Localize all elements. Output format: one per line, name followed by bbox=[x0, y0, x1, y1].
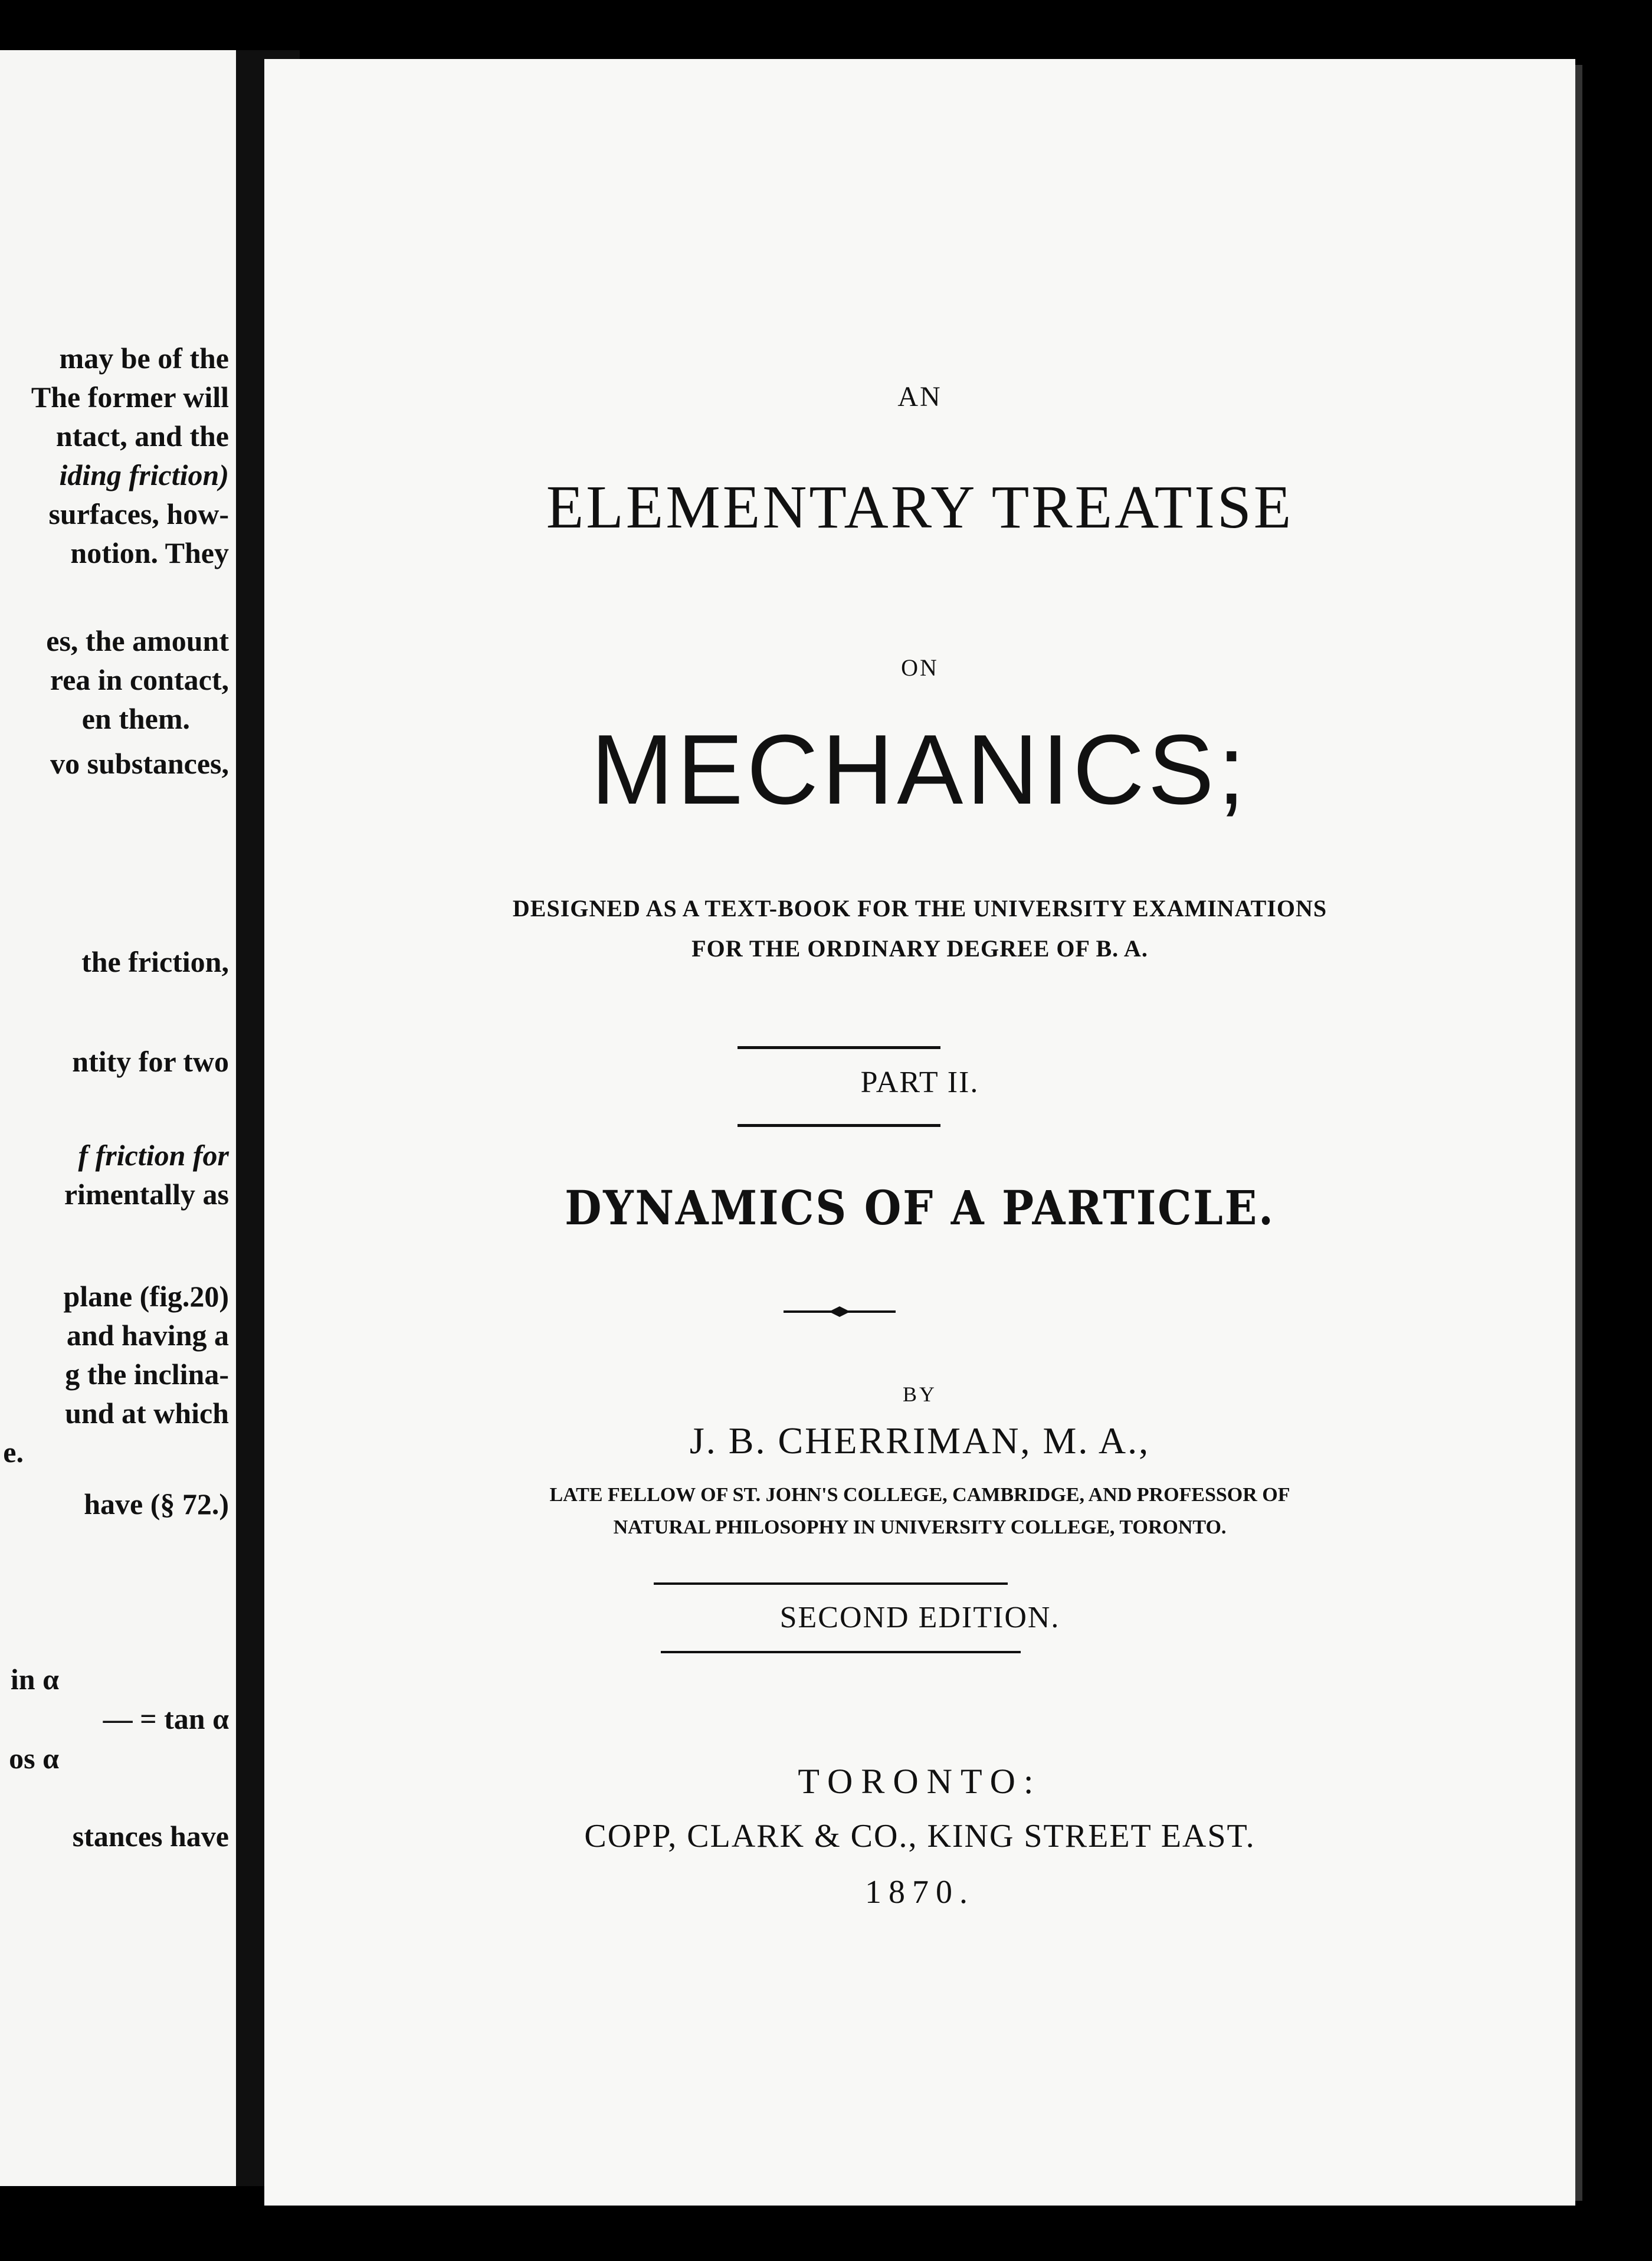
left-page-line: in α bbox=[10, 1663, 59, 1696]
author-name: J. B. CHERRIMAN, M. A., bbox=[689, 1420, 1150, 1462]
left-page-line: und at which bbox=[65, 1397, 229, 1430]
left-page-line: rea in contact, bbox=[50, 663, 229, 696]
author-desc-line-2: NATURAL PHILOSOPHY IN UNIVERSITY COLLEGE, TORONTO. bbox=[613, 1516, 1227, 1538]
left-page-line: may be of the bbox=[59, 342, 229, 375]
title-page bbox=[264, 59, 1575, 2206]
publisher-name: COPP, CLARK & CO., KING STREET EAST. bbox=[584, 1818, 1256, 1854]
left-page-line: have (§ 72.) bbox=[84, 1487, 229, 1521]
title-main: ELEMENTARY TREATISE bbox=[546, 473, 1294, 541]
ornament-divider bbox=[781, 1303, 899, 1320]
left-page-line: — = tan α bbox=[103, 1702, 229, 1735]
title-an: AN bbox=[897, 381, 942, 412]
left-page-line: rimentally as bbox=[64, 1178, 229, 1211]
designed-line-1: DESIGNED AS A TEXT-BOOK FOR THE UNIVERSITY EXAMINATIONS bbox=[512, 895, 1328, 922]
left-page-line: and having a bbox=[66, 1319, 229, 1352]
left-page-line: surfaces, how- bbox=[48, 497, 229, 530]
left-page-line: the friction, bbox=[81, 945, 229, 978]
designed-line-2: FOR THE ORDINARY DEGREE OF B. A. bbox=[691, 935, 1148, 962]
edition-rule-top bbox=[654, 1582, 1008, 1585]
left-page-line: stances have bbox=[72, 1820, 229, 1853]
rule-bottom bbox=[738, 1124, 940, 1127]
by-label: BY bbox=[902, 1382, 937, 1406]
author-desc-line-1: LATE FELLOW OF ST. JOHN'S COLLEGE, CAMBRIDGE, AND PROFESSOR OF bbox=[549, 1484, 1290, 1506]
left-page bbox=[0, 50, 236, 2186]
left-page-line: notion. They bbox=[70, 536, 229, 569]
publication-year: 1870. bbox=[865, 1874, 975, 1911]
left-page-line: en them. bbox=[81, 702, 190, 735]
left-page-line: vo substances, bbox=[50, 747, 229, 780]
publisher-city: TORONTO: bbox=[798, 1762, 1042, 1801]
left-page-line: plane (fig.20) bbox=[63, 1280, 229, 1313]
left-page-line: ntact, and the bbox=[55, 420, 229, 453]
part-label: PART II. bbox=[860, 1066, 979, 1099]
title-on: ON bbox=[901, 654, 939, 681]
left-page-line: os α bbox=[9, 1742, 59, 1775]
left-page-line: iding friction) bbox=[59, 458, 229, 491]
page-edge-shadow bbox=[1575, 65, 1582, 2201]
left-page-line: ntity for two bbox=[72, 1045, 229, 1078]
left-page-line: g the inclina- bbox=[65, 1358, 229, 1391]
edition-label: SECOND EDITION. bbox=[779, 1601, 1060, 1634]
edition-rule-bottom bbox=[661, 1651, 1021, 1653]
left-page-line: The former will bbox=[31, 381, 229, 414]
part-title: DYNAMICS OF A PARTICLE. bbox=[565, 1180, 1275, 1236]
left-page-line: f friction for bbox=[78, 1139, 229, 1172]
rule-top bbox=[738, 1046, 940, 1049]
left-page-line: es, the amount bbox=[46, 624, 229, 657]
title-subject: MECHANICS; bbox=[591, 714, 1249, 825]
left-page-line: e. bbox=[3, 1436, 24, 1469]
